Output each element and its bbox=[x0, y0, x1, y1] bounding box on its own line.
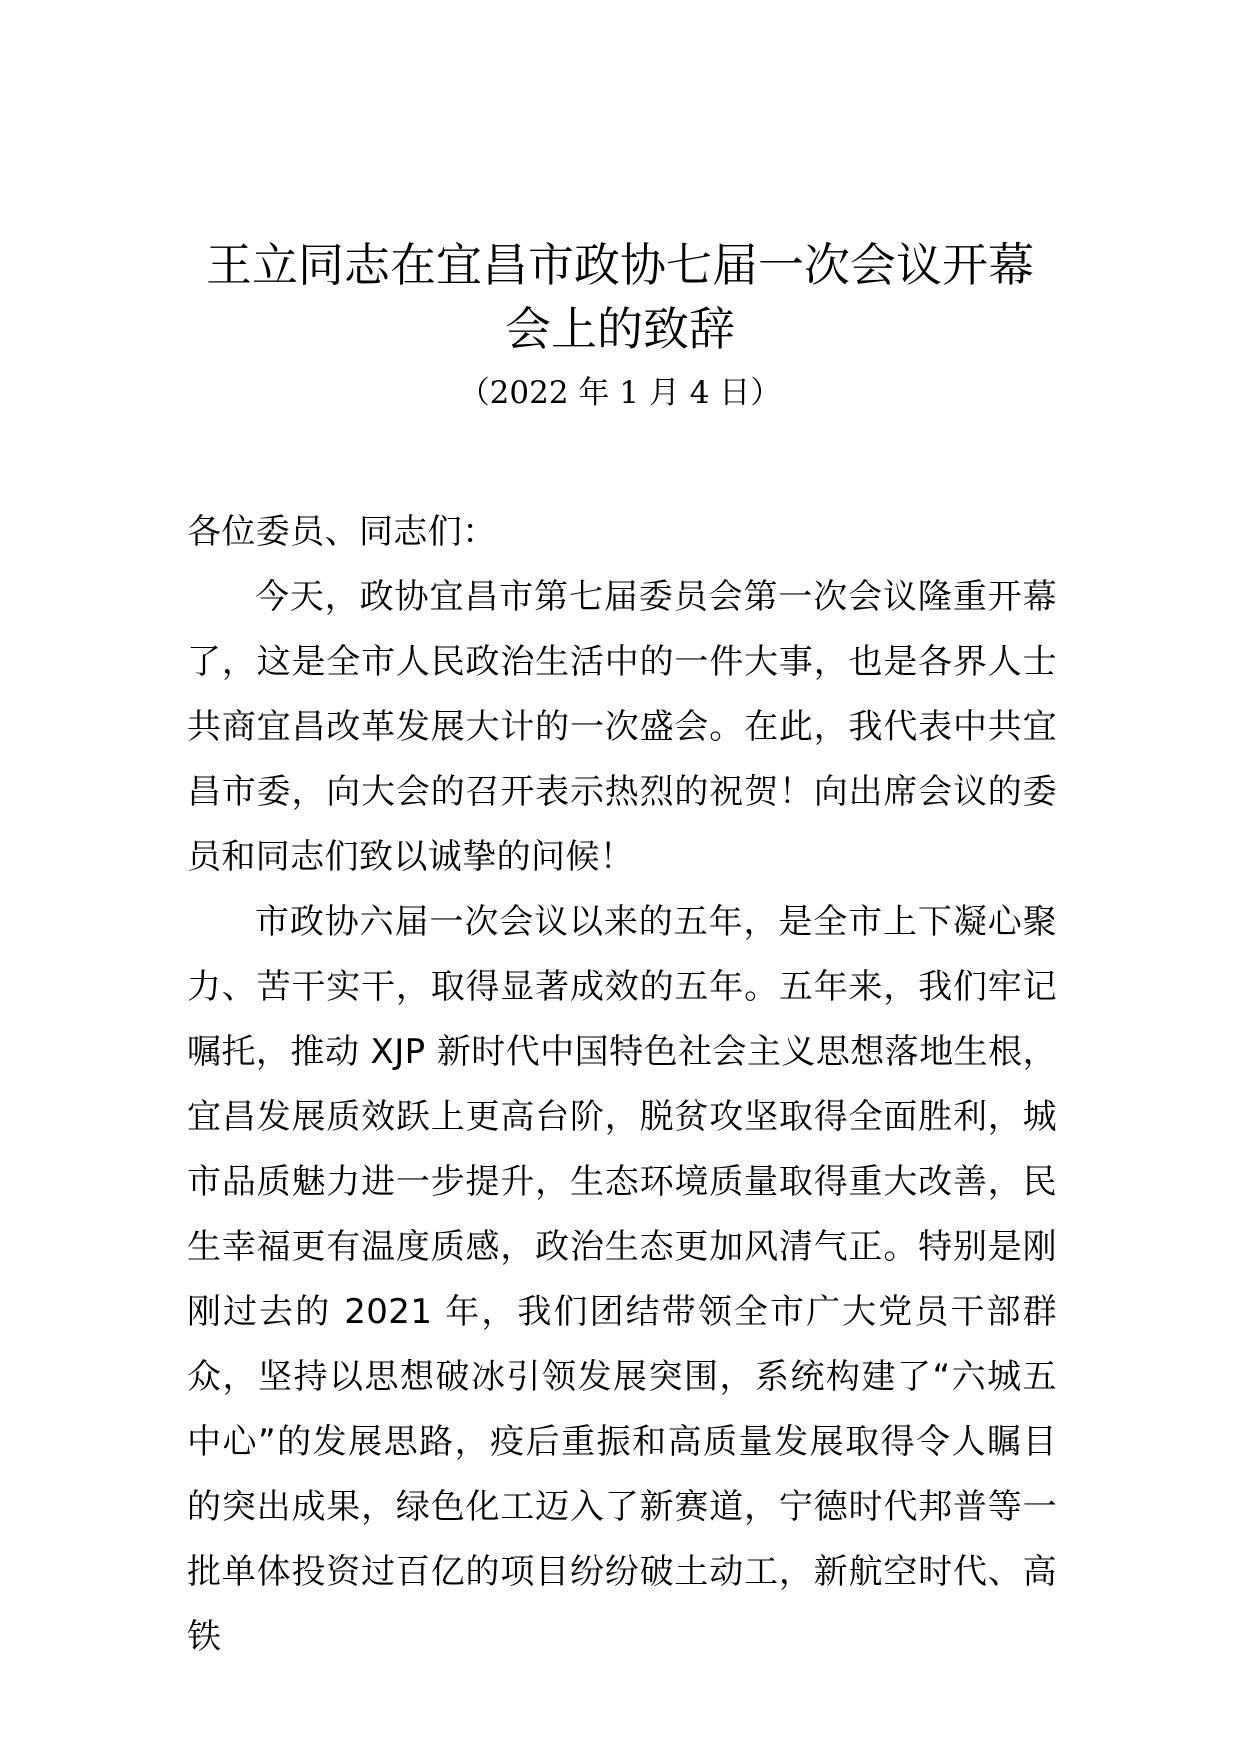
paragraph-2: 市政协六届一次会议以来的五年，是全市上下凝心聚力、苦干实干，取得显著成效的五年。五年来，我们牢记嘱托，推动 XJP 新时代中国特色社会主义思想落地生根，宜昌发展质效跃上更高台阶，脱贫攻坚取得全面胜利，城市品质魅力进一步提升，生态环境质量取得重大改善，民生幸福更有温度质感，政治生态更加风清气正。特别是刚刚过去的 2021 年，我们团结带领全市广大党员干部群众，坚持以思想破冰引领发展突围，系统构建了“六城五中心”的发展思路，疫后重振和高质量发展取得令人瞩目的突出成果，绿色化工迈入了新赛道，宁德时代邦普等一批单体投资过百亿的项目纷纷破土动工，新航空时代、高铁 bbox=[187, 902, 1057, 1657]
document-title-line-2: 会上的致辞 bbox=[505, 302, 735, 356]
document-date: （2022 年 1 月 4 日） bbox=[458, 375, 782, 411]
document-body bbox=[187, 500, 1057, 1670]
paragraph-1: 今天，政协宜昌市第七届委员会第一次会议隆重开幕了，这是全市人民政治生活中的一件大事，也是各界人士共商宜昌改革发展大计的一次盛会。在此，我代表中共宜昌市委，向大会的召开表示热烈的祝贺！向出席会议的委员和同志们致以诚挚的问候！ bbox=[187, 577, 1057, 877]
document-title-line-1: 王立同志在宜昌市政协七届一次会议开幕 bbox=[206, 238, 1034, 292]
salutation: 各位委员、同志们： bbox=[187, 512, 497, 552]
